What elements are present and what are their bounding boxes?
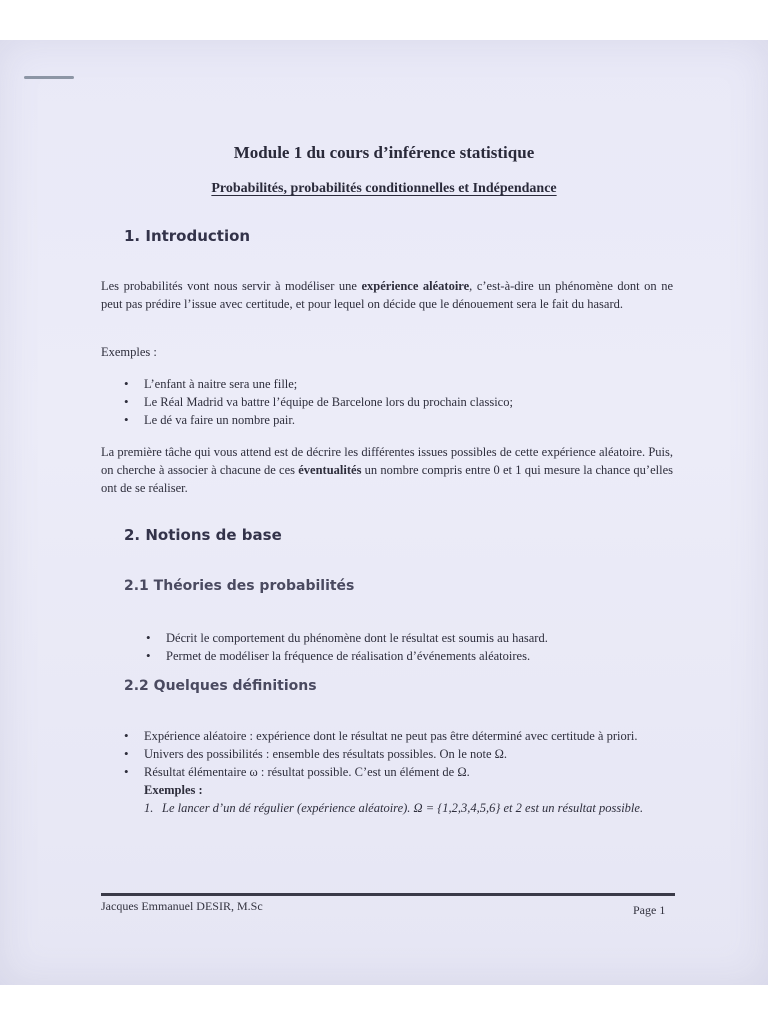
intro-paragraph bbox=[101, 277, 673, 313]
definition-example bbox=[144, 799, 674, 817]
definitions-list bbox=[122, 727, 674, 817]
document-subtitle: Probabilités, probabilités conditionnelles et Indépendance bbox=[211, 181, 557, 196]
list-item: • Univers des possibilités : ensemble des résultats possibles. On le note Ω. bbox=[122, 745, 674, 763]
subsection-heading-theories: 2.1 Théories des probabilités bbox=[124, 578, 355, 594]
intro-text-1: Les probabilités vont nous servir à modéliser une bbox=[101, 279, 362, 293]
footer-author: Jacques Emmanuel DESIR, M.Sc bbox=[101, 899, 263, 913]
theories-list bbox=[144, 629, 664, 665]
list-item: • Permet de modéliser la fréquence de réalisation d’événements aléatoires. bbox=[144, 647, 664, 665]
list-item: • L’enfant à naitre sera une fille; bbox=[122, 375, 662, 393]
staple-mark bbox=[24, 76, 74, 79]
definition-examples-label: Exemples : bbox=[144, 783, 203, 797]
intro-text-2: , c’est-à-dire un phénomène dont on ne peut pas prédire l’issue avec certitude, et pour lequel on décide que le dénouement sera le fait du hasard. bbox=[101, 279, 673, 311]
definition-text: Résultat élémentaire ω : résultat possible. C’est un élément de Ω. bbox=[144, 765, 470, 779]
footer-divider bbox=[101, 893, 675, 896]
section-heading-notions: 2. Notions de base bbox=[124, 526, 282, 544]
list-item: • Expérience aléatoire : expérience dont le résultat ne peut pas être déterminé avec certitude à priori. bbox=[122, 727, 674, 745]
example-text: Le lancer d’un dé régulier (expérience aléatoire). Ω = {1,2,3,4,5,6} et 2 est un résultat possible. bbox=[162, 801, 644, 815]
intro2-text-2: un nombre compris entre 0 et 1 qui mesure la chance qu’elles ont de se réaliser. bbox=[101, 463, 673, 495]
intro2-text-1: La première tâche qui vous attend est de décrire les différentes issues possibles de cette expérience aléatoire. Puis, on cherche à associer à chacune de ces bbox=[101, 445, 673, 477]
list-item: • Décrit le comportement du phénomène dont le résultat est soumis au hasard. bbox=[144, 629, 664, 647]
intro-text-bold: expérience aléatoire bbox=[361, 279, 470, 293]
intro2-text-bold: éventualités bbox=[298, 463, 362, 477]
intro-examples-list bbox=[122, 375, 662, 429]
list-item: • Le Réal Madrid va battre l’équipe de Barcelone lors du prochain classico; bbox=[122, 393, 662, 411]
intro-paragraph-2 bbox=[101, 443, 673, 497]
section-heading-introduction: 1. Introduction bbox=[124, 227, 251, 245]
examples-label: Exemples : bbox=[101, 345, 157, 359]
document-title: Module 1 du cours d’inférence statistique bbox=[233, 143, 535, 162]
page-number: Page 1 bbox=[633, 903, 666, 917]
subsection-heading-definitions: 2.2 Quelques définitions bbox=[124, 678, 317, 694]
list-item bbox=[122, 763, 674, 817]
list-item: • Le dé va faire un nombre pair. bbox=[122, 411, 662, 429]
example-number: 1. bbox=[144, 801, 154, 815]
